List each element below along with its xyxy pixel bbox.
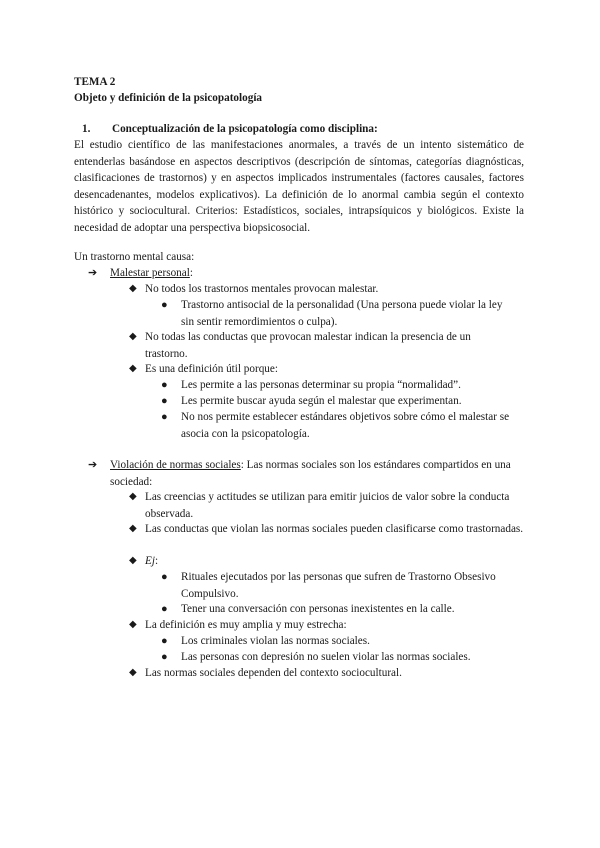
- list-item: [129, 489, 514, 522]
- section-number: 1.: [82, 123, 91, 135]
- list-item-text: La definición es muy amplia y muy estrecha:: [145, 619, 347, 631]
- list-item: [129, 281, 526, 298]
- list-item: [161, 633, 526, 650]
- list-item: [161, 393, 526, 410]
- violacion-rest: : Las normas sociales son los estándares compartidos en una sociedad:: [110, 459, 511, 488]
- intro-line: Un trastorno mental causa:: [74, 251, 195, 263]
- example-suffix: :: [154, 555, 159, 567]
- section-paragraph: El estudio científico de las manifestaciones anormales, a través de un intento sistemático de entenderlas basándose en aspectos descriptivos (descripción de síntomas, categorías diagnósticas, clasificaciones de trastornos) y en aspectos implicados instrumentales (factores causales, factores desencadenantes, modelos explicativos). La definición de lo anormal cambia según el contexto histórico y sociocultural. Criterios: Estadísticos, sociales, intrapsíquicos y biológicos. Existe la necesidad de adoptar una perspectiva biopsicosocial.: [74, 139, 524, 234]
- section-heading-text: Conceptualización de la psicopatología como disciplina:: [112, 123, 378, 135]
- example-label: Ej: [145, 555, 155, 567]
- list-item: [161, 649, 526, 666]
- diamond-icon: ◆: [129, 667, 137, 678]
- bullet-icon: ●: [161, 395, 168, 407]
- list-item: [161, 297, 516, 330]
- bullet-icon: ●: [161, 603, 168, 615]
- bullet-icon: ●: [161, 635, 168, 647]
- list-item-text: No nos permite establecer estándares objetivos sobre cómo el malestar se asocia con la psicopatología.: [181, 411, 510, 440]
- bullet-icon: ●: [161, 571, 168, 583]
- section-heading: [82, 121, 526, 138]
- list-item-text: Las creencias y actitudes se utilizan para emitir juicios de valor sobre la conducta observada.: [145, 491, 510, 520]
- arrow-icon: ➔: [88, 459, 98, 471]
- list-item-text: [145, 553, 526, 570]
- bullet-icon: ●: [161, 651, 168, 663]
- list-item-text: [110, 457, 526, 490]
- list-item: [161, 601, 526, 618]
- list-item: [129, 665, 526, 682]
- list-item-text: No todas las conductas que provocan malestar indican la presencia de un trastorno.: [145, 331, 471, 360]
- malestar-suffix: :: [189, 267, 193, 279]
- bullet-icon: ●: [161, 379, 168, 391]
- list-item: [161, 409, 526, 442]
- list-item-text: Tener una conversación con personas inexistentes en la calle.: [181, 603, 455, 615]
- arrow-icon: ➔: [88, 267, 98, 279]
- list-item: [129, 361, 526, 378]
- diamond-icon: ◆: [129, 491, 137, 502]
- list-item-text: [110, 265, 526, 282]
- list-item-violacion: [88, 457, 526, 490]
- diamond-icon: ◆: [129, 555, 137, 566]
- list-item: [129, 553, 526, 570]
- malestar-title: Malestar personal: [110, 267, 190, 279]
- list-item-text: Es una definición útil porque:: [145, 363, 278, 375]
- list-item: [161, 377, 526, 394]
- list-item-text: Trastorno antisocial de la personalidad (Una persona puede violar la ley sin sentir remordimientos o culpa).: [181, 299, 503, 328]
- list-item: [129, 617, 526, 634]
- list-item-text: Les permite a las personas determinar su propia “normalidad”.: [181, 379, 461, 391]
- bullet-icon: ●: [161, 411, 168, 423]
- list-item-text: Les permite buscar ayuda según el malestar que experimentan.: [181, 395, 462, 407]
- list-item-malestar: [88, 265, 526, 282]
- diamond-icon: ◆: [129, 363, 137, 374]
- list-item-text: Los criminales violan las normas sociales.: [181, 635, 370, 647]
- diamond-icon: ◆: [129, 283, 137, 294]
- list-item: [161, 569, 526, 602]
- violacion-title: Violación de normas sociales: [110, 459, 241, 471]
- list-item: [129, 329, 509, 362]
- diamond-icon: ◆: [129, 331, 137, 342]
- topic-title: Objeto y definición de la psicopatología: [74, 92, 263, 104]
- topic-number: TEMA 2: [74, 76, 116, 88]
- list-item-text: Las normas sociales dependen del contexto sociocultural.: [145, 667, 402, 679]
- diamond-icon: ◆: [129, 619, 137, 630]
- diamond-icon: ◆: [129, 523, 137, 534]
- bullet-icon: ●: [161, 299, 168, 311]
- list-item: [129, 521, 526, 538]
- list-item-text: Las personas con depresión no suelen violar las normas sociales.: [181, 651, 471, 663]
- list-item-text: Las conductas que violan las normas sociales pueden clasificarse como trastornadas.: [145, 523, 524, 535]
- list-item-text: No todos los trastornos mentales provocan malestar.: [145, 283, 379, 295]
- list-item-text: Rituales ejecutados por las personas que sufren de Trastorno Obsesivo Compulsivo.: [181, 571, 496, 600]
